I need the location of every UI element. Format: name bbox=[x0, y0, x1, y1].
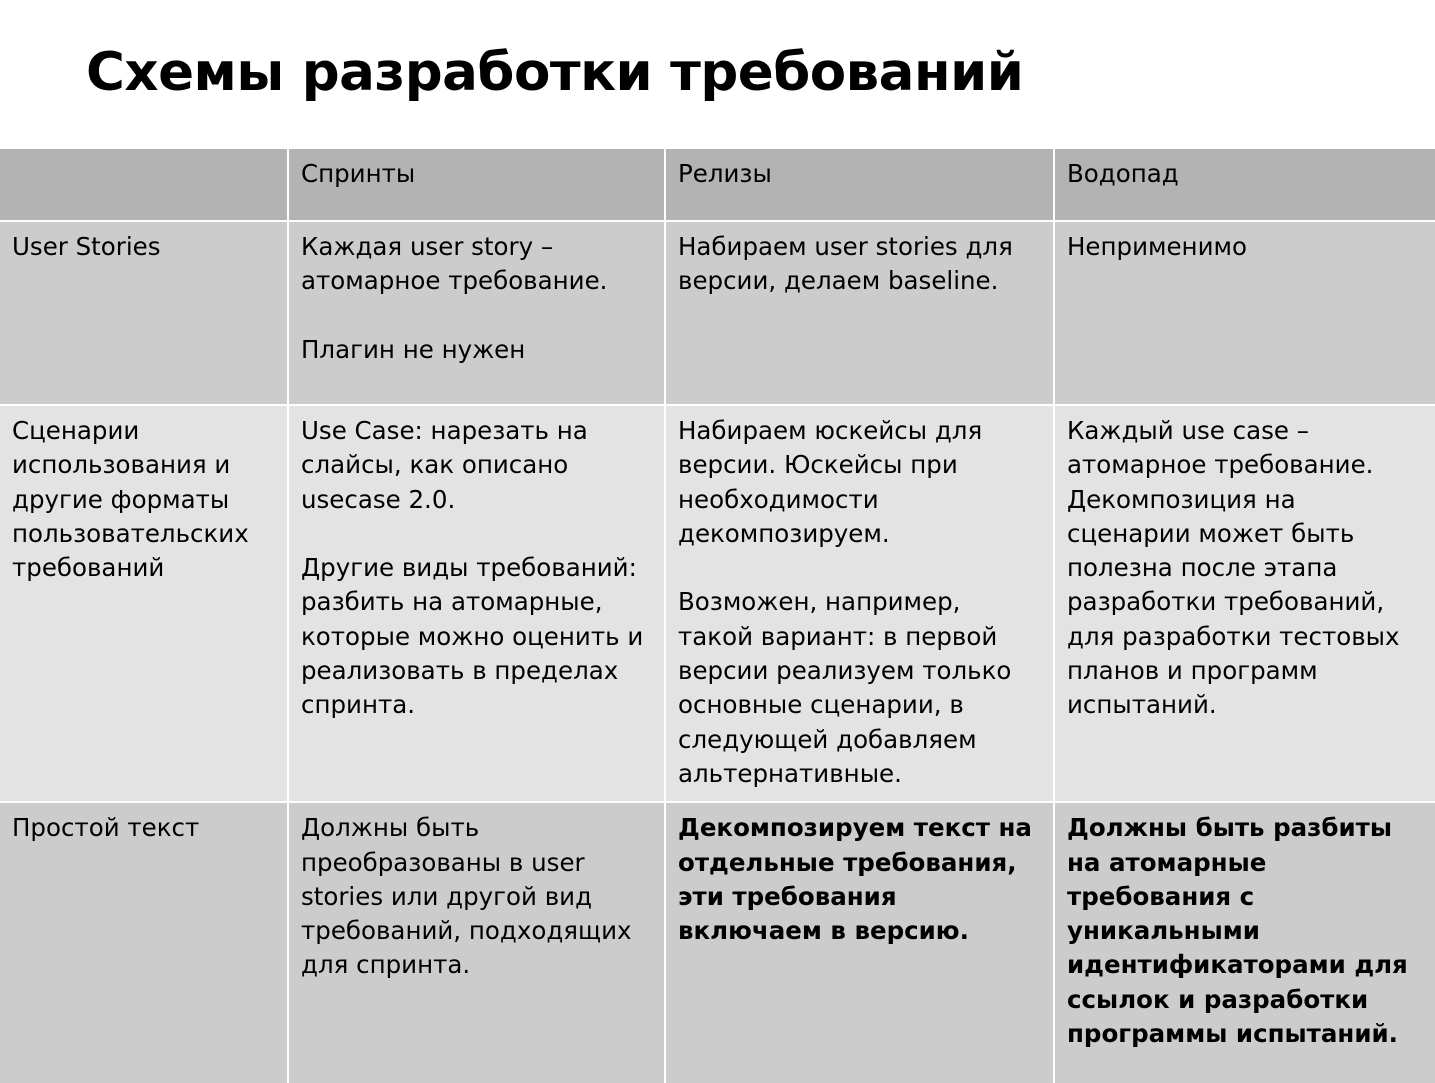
cell-use-cases-releases bbox=[665, 405, 1054, 802]
row-label-use-cases bbox=[0, 405, 288, 802]
cell-paragraph: Другие виды требований: разбить на атомарные, которые можно оценить и реализовать в пределах спринта. bbox=[301, 553, 644, 720]
cell-paragraph: Декомпозируем текст на отдельные требования, эти требования включаем в версию. bbox=[678, 813, 1032, 946]
header-waterfall: Водопад bbox=[1054, 148, 1435, 221]
cell-paragraph: Каждая user story – атомарное требование. bbox=[301, 232, 608, 296]
cell-user-stories-sprints bbox=[288, 221, 665, 405]
cell-plain-text-releases bbox=[665, 802, 1054, 1083]
table-header-row bbox=[0, 148, 1435, 221]
table-row-plain-text bbox=[0, 802, 1435, 1083]
row-label-text: Сценарии использования и другие форматы пользовательских требований bbox=[12, 416, 249, 583]
header-corner-cell bbox=[0, 148, 288, 221]
slide-title: Схемы разработки требований bbox=[86, 42, 1024, 103]
cell-use-cases-sprints bbox=[288, 405, 665, 802]
cell-user-stories-releases bbox=[665, 221, 1054, 405]
cell-paragraph: Плагин не нужен bbox=[301, 334, 526, 364]
cell-paragraph: Должны быть преобразованы в user stories или другой вид требований, подходящих для спринта. bbox=[301, 813, 632, 980]
header-releases: Релизы bbox=[665, 148, 1054, 221]
cell-paragraph: Должны быть разбиты на атомарные требования с уникальными идентификаторами для ссылок и разработки программы испытаний. bbox=[1067, 813, 1408, 1049]
cell-paragraph: Набираем user stories для версии, делаем baseline. bbox=[678, 232, 1013, 296]
cell-plain-text-sprints bbox=[288, 802, 665, 1083]
cell-paragraph: Каждый use case – атомарное требование. Декомпозиция на сценарии может быть полезна после этапа разработки требований, для разработки тестовых планов и программ испытаний. bbox=[1067, 416, 1400, 720]
cell-paragraph: Набираем юскейсы для версии. Юскейсы при необходимости декомпозируем. bbox=[678, 416, 983, 548]
cell-paragraph: Возможен, например, такой вариант: в первой версии реализуем только основные сценарии, в следующей добавляем альтернативные. bbox=[678, 587, 1012, 788]
row-label-text: User Stories bbox=[12, 232, 161, 261]
table-row-use-cases bbox=[0, 405, 1435, 802]
cell-paragraph: Use Case: нарезать на слайсы, как описано usecase 2.0. bbox=[301, 416, 588, 514]
row-label-plain-text bbox=[0, 802, 288, 1083]
requirements-table bbox=[0, 147, 1435, 1083]
cell-plain-text-waterfall bbox=[1054, 802, 1435, 1083]
row-label-text: Простой текст bbox=[12, 813, 200, 843]
cell-use-cases-waterfall bbox=[1054, 405, 1435, 802]
cell-paragraph: Неприменимо bbox=[1067, 232, 1247, 261]
row-label-user-stories bbox=[0, 221, 288, 405]
cell-user-stories-waterfall bbox=[1054, 221, 1435, 405]
table-row-user-stories bbox=[0, 221, 1435, 405]
header-sprints: Спринты bbox=[288, 148, 665, 221]
